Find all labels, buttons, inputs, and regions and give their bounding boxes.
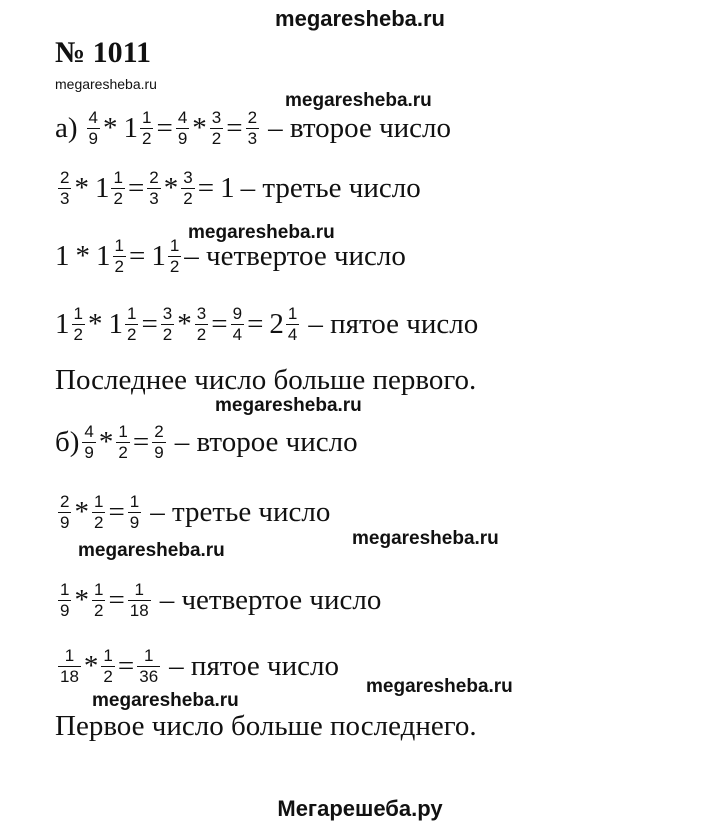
part-a-line-4: 1 $\frac{1}{2}$ * 1 $\frac{1}{2}$ = $\frac{3}{2}$ * $\frac{3}{2}$ = $\frac{9}{4}$ = 2 $\frac{1}{4}$ – пятое число [55, 303, 479, 344]
part-a-line-3: 1 * 1 $\frac{1}{2}$ = 1 $\frac{1}{2}$ – четвертое число [55, 235, 406, 276]
footer-watermark: Мегарешеба.ру [277, 796, 443, 821]
result-text: – третье число [150, 495, 331, 528]
part-b-line-1: б) $\frac{4}{9}$ * $\frac{1}{2}$ = $\frac{2}{9}$ – второе число [55, 421, 358, 462]
watermark-body: megaresheba.ru [352, 528, 499, 549]
result-text: – четвертое число [159, 583, 382, 616]
part-b-line-2: $\frac{2}{9}$ * $\frac{1}{2}$ = $\frac{1}{9}$ – третье число [60, 491, 331, 532]
result-text: – четвертое число [184, 239, 406, 272]
mixed-number: 1 $\frac{1}{2}$ [123, 107, 152, 148]
part-b-line-3: $\frac{1}{9}$ * $\frac{1}{2}$ = $\frac{1}{18}$ – четвертое число [60, 579, 382, 620]
watermark-body: megaresheba.ru [215, 395, 362, 416]
watermark-body: megaresheba.ru [78, 540, 225, 561]
watermark-body: megaresheba.ru [92, 690, 239, 711]
part-b-label: б) [55, 425, 80, 458]
watermark-body: megaresheba.ru [285, 90, 432, 111]
result-text: – третье число [240, 171, 421, 204]
result-text: – пятое число [169, 649, 339, 682]
part-b-conclusion: Первое число больше последнего. [55, 710, 477, 742]
result-text: – второе число [174, 425, 358, 458]
watermark-body: megaresheba.ru [366, 676, 513, 697]
part-b-line-4: $\frac{1}{18}$ * $\frac{1}{2}$ = $\frac{1}{36}$ – пятое число [60, 645, 339, 686]
part-a-conclusion: Последнее число больше первого. [55, 364, 477, 396]
part-a-label: а) [55, 111, 78, 144]
watermark-top: megaresheba.ru [275, 6, 445, 31]
part-a-line-1: а) $\frac{4}{9}$ * 1 $\frac{1}{2}$ = $\frac{4}{9}$ * $\frac{3}{2}$ = $\frac{2}{3}$ – второе число [55, 107, 452, 148]
part-a-line-2: $\frac{2}{3}$ * 1 $\frac{1}{2}$ = $\frac{2}{3}$ * $\frac{3}{2}$ = 1 – третье число [60, 167, 421, 208]
watermark-body: megaresheba.ru [188, 222, 335, 243]
result-text: – второе число [268, 111, 452, 144]
fraction: $\frac{4}{9}$ [88, 107, 98, 148]
watermark-small: megaresheba.ru [55, 76, 157, 92]
result-text: – пятое число [308, 307, 479, 340]
problem-number: № 1011 [55, 36, 151, 69]
